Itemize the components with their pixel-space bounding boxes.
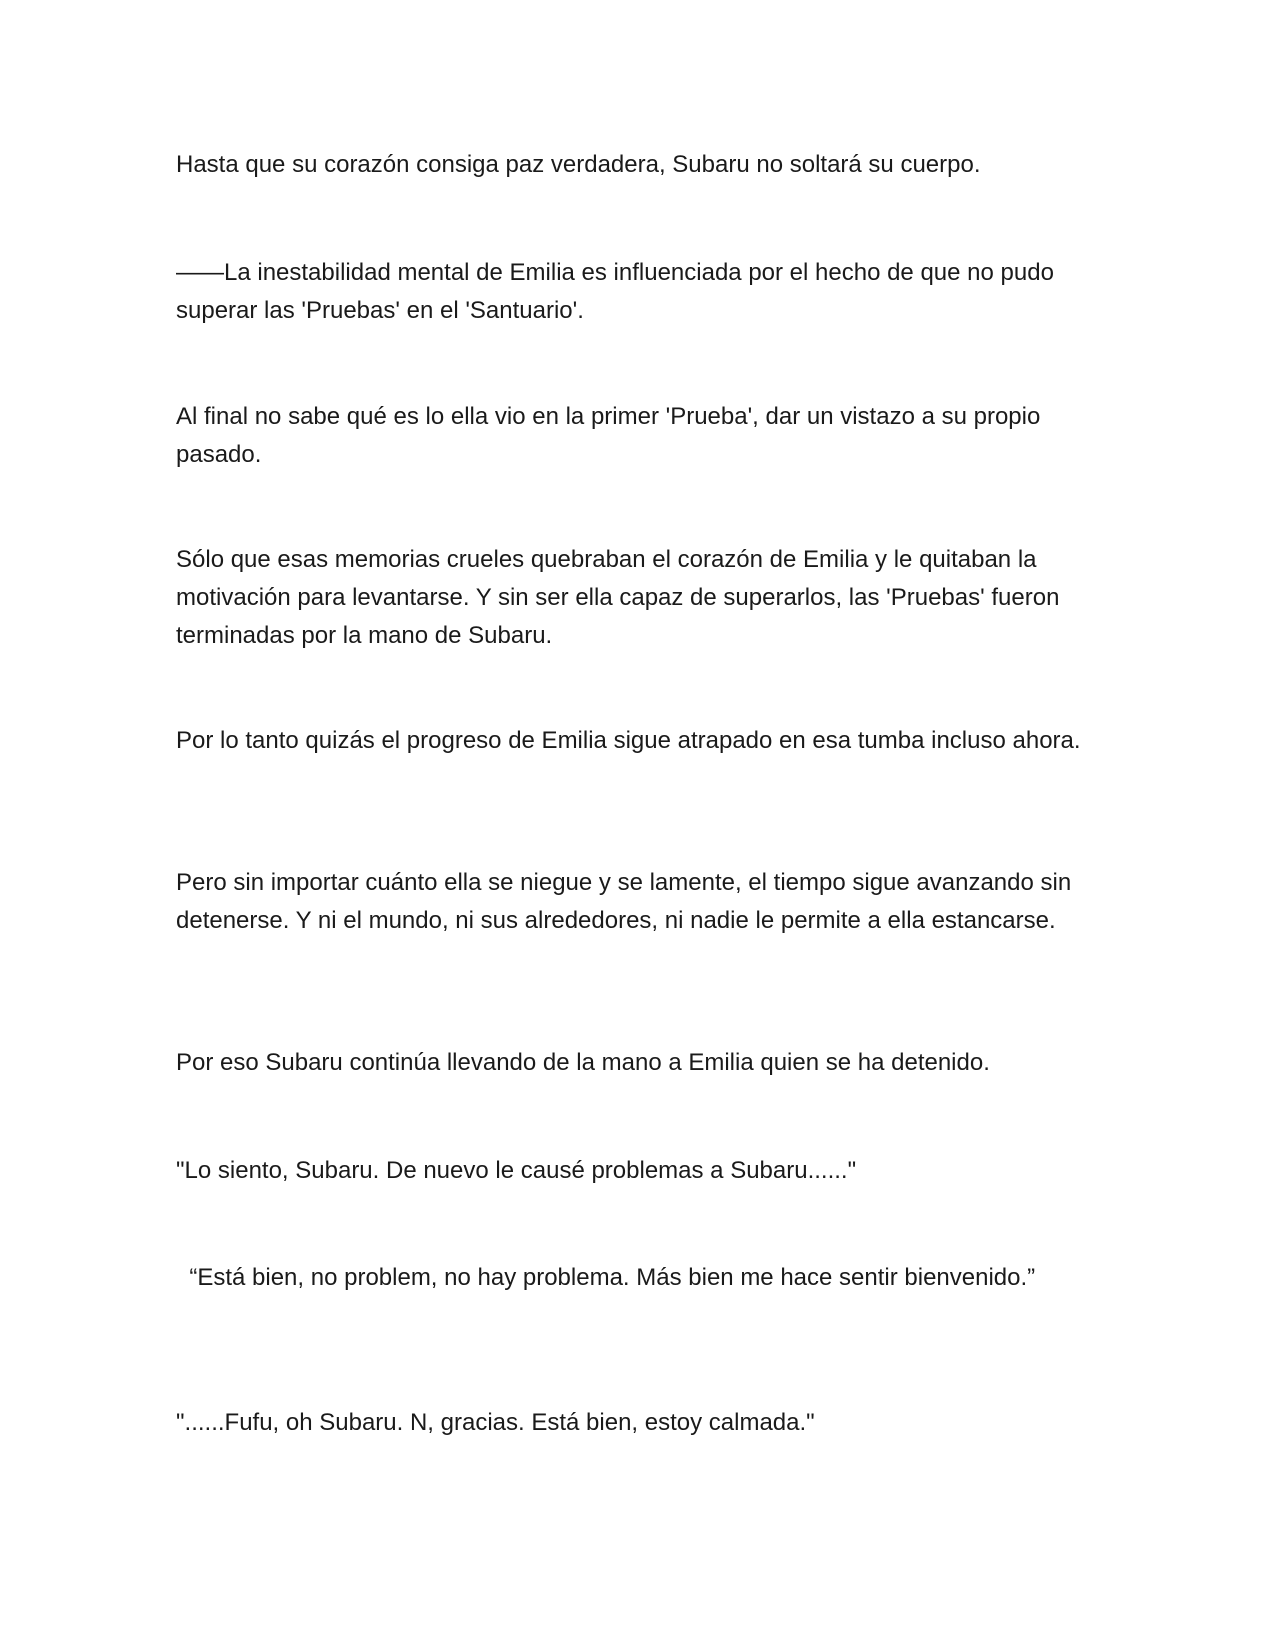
paragraph-5: Por lo tanto quizás el progreso de Emilia sigue atrapado en esa tumba incluso ahora. <box>176 727 1081 754</box>
dialogue-line-3: "......Fufu, oh Subaru. N, gracias. Está bien, estoy calmada." <box>176 1409 815 1436</box>
paragraph-1: Hasta que su corazón consiga paz verdadera, Subaru no soltará su cuerpo. <box>176 151 981 178</box>
paragraph-6: Pero sin importar cuánto ella se niegue y se lamente, el tiempo sigue avanzando sin detenerse. Y ni el mundo, ni sus alrededores, ni nadie le permite a ella estancarse. <box>176 869 1078 934</box>
paragraph-3: Al final no sabe qué es lo ella vio en la primer 'Prueba', dar un vistazo a su propio pasado. <box>176 403 1047 468</box>
paragraph-7: Por eso Subaru continúa llevando de la mano a Emilia quien se ha detenido. <box>176 1049 990 1076</box>
paragraph-4: Sólo que esas memorias crueles quebraban el corazón de Emilia y le quitaban la motivación para levantarse. Y sin ser ella capaz de superarlos, las 'Pruebas' fueron terminadas por la mano de Subaru. <box>176 546 1067 649</box>
dialogue-line-2: “Está bien, no problem, no hay problema. Más bien me hace sentir bienvenido.” <box>176 1264 1036 1291</box>
dialogue-line-1: "Lo siento, Subaru. De nuevo le causé problemas a Subaru......" <box>176 1157 857 1184</box>
paragraph-2: ——La inestabilidad mental de Emilia es influenciada por el hecho de que no pudo superar las 'Pruebas' en el 'Santuario'. <box>176 259 1061 324</box>
